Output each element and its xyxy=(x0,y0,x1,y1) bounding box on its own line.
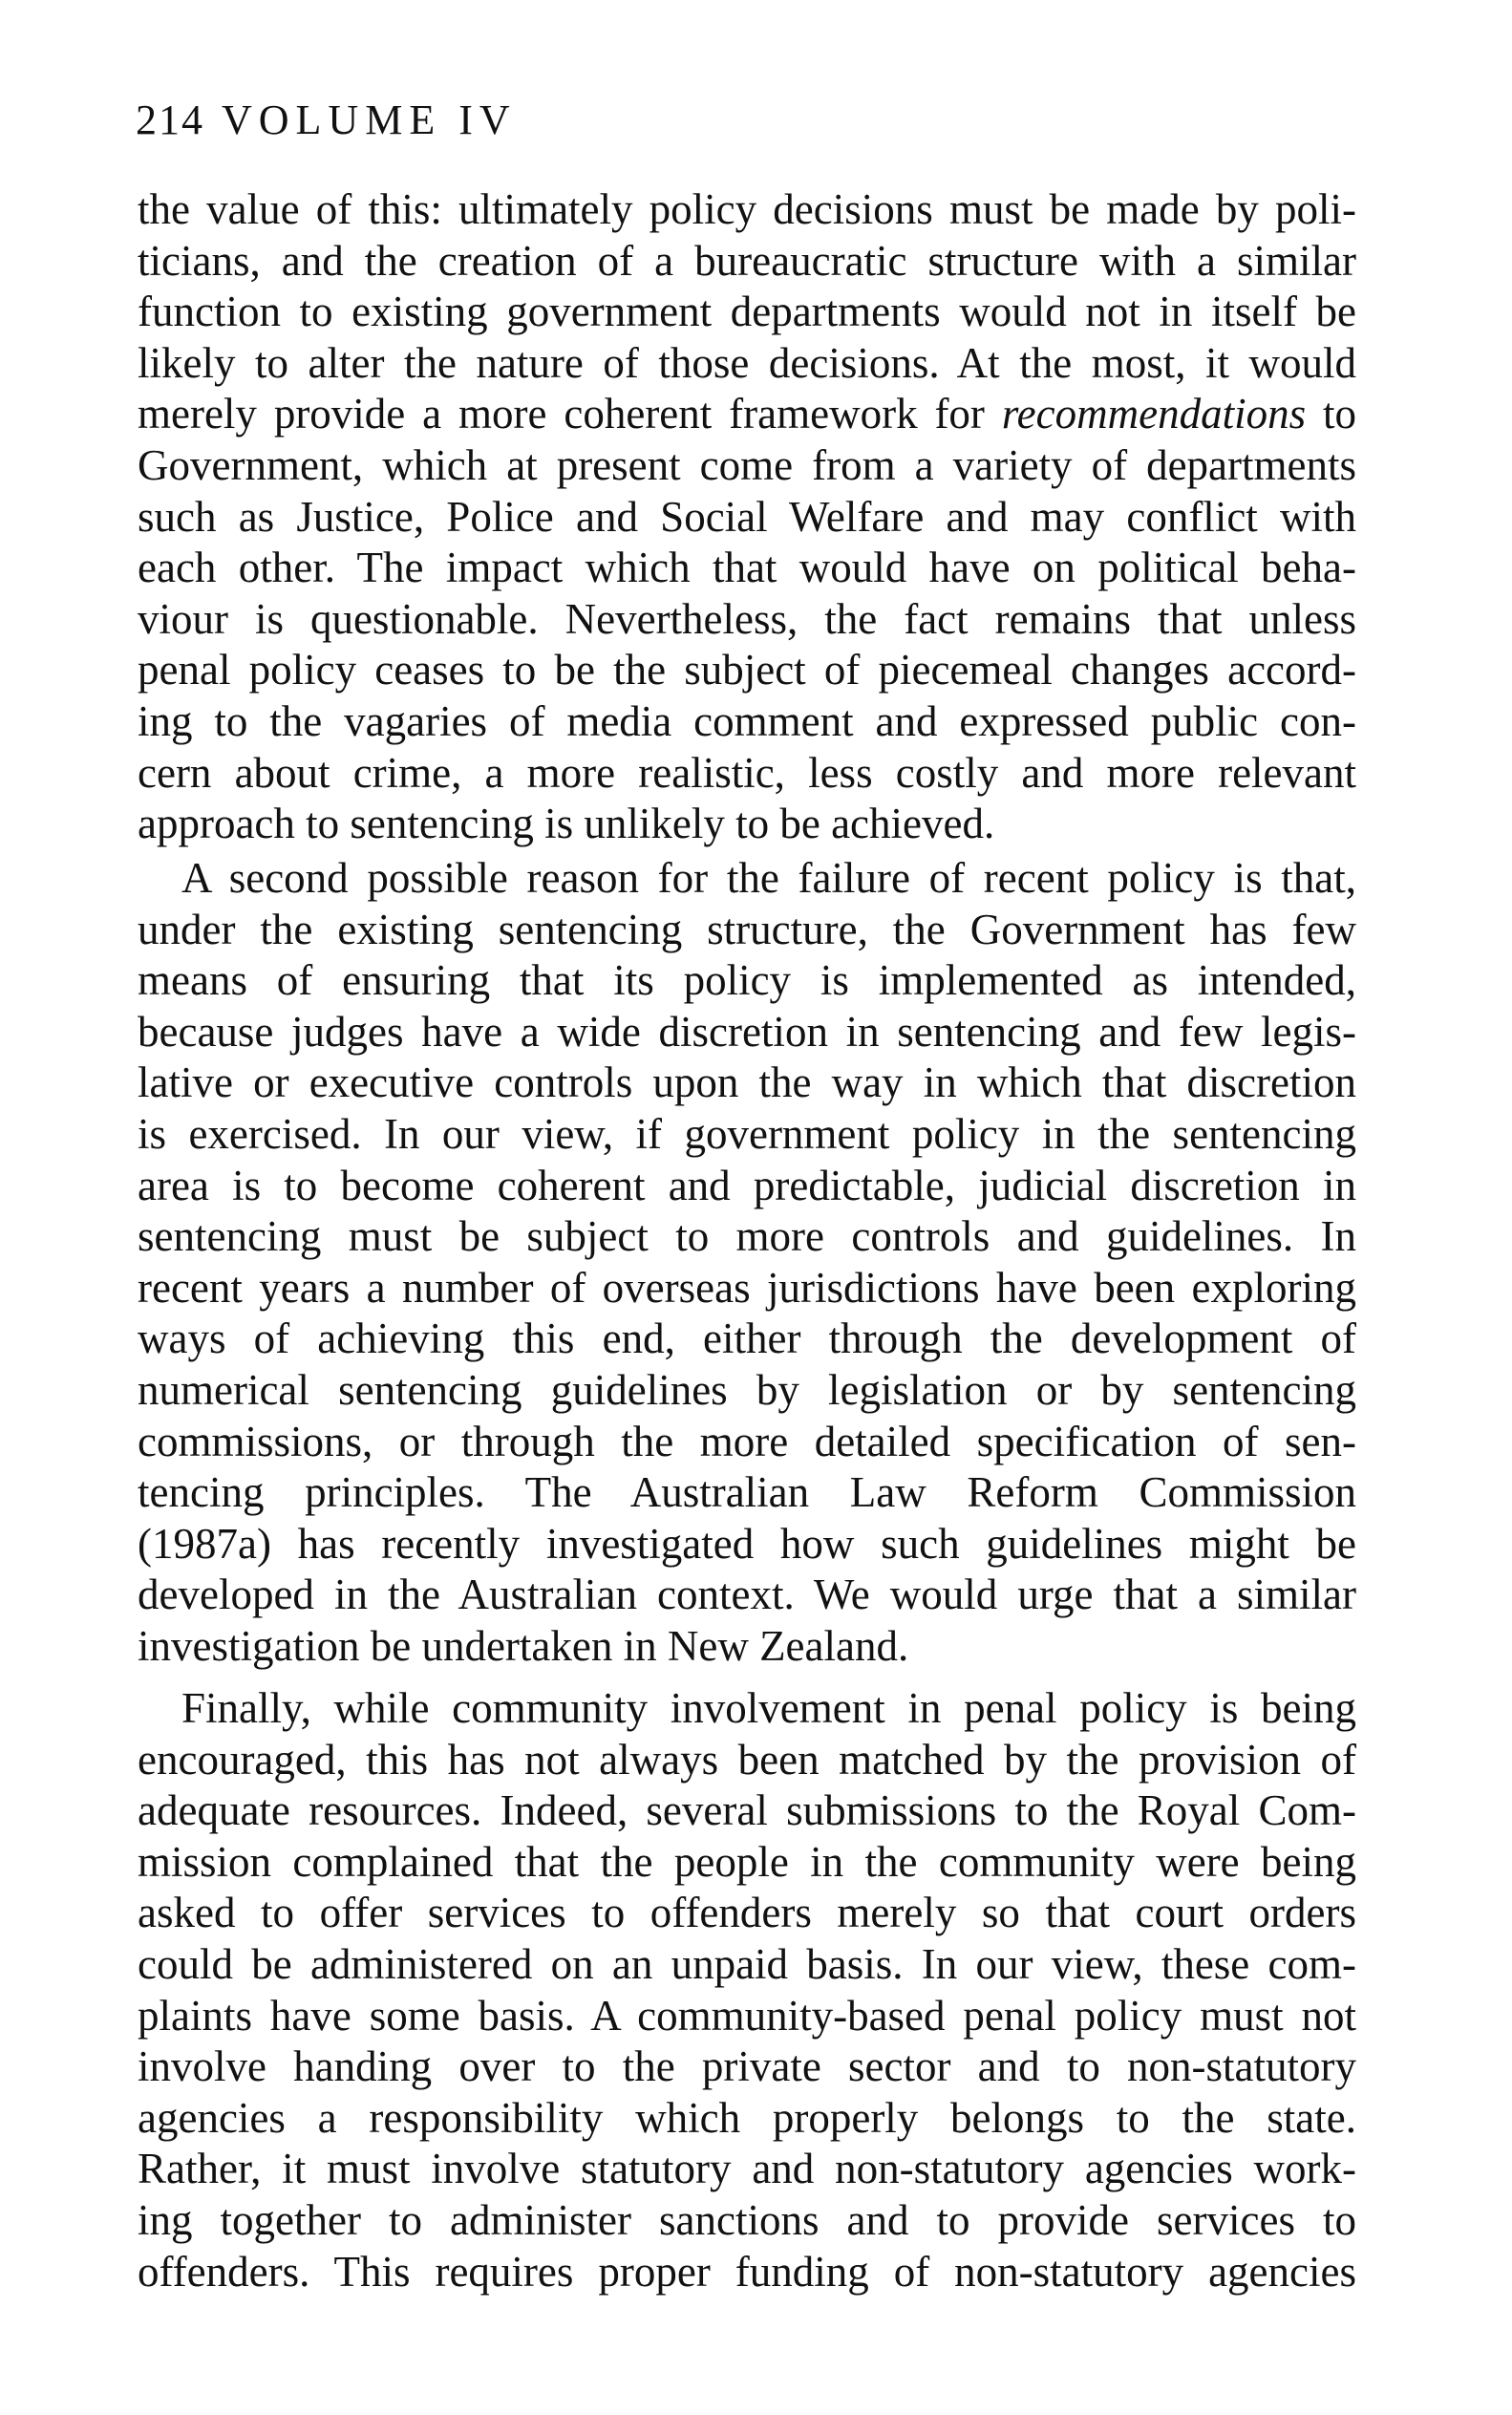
text-line: could be administered on an unpaid basis. In our view, these com- xyxy=(138,1939,1356,1988)
text-line: mission complained that the people in the community were being xyxy=(138,1837,1356,1886)
text-line: A second possible reason for the failure of recent policy is that, xyxy=(181,854,1356,902)
text-line: viour is questionable. Nevertheless, the fact remains that unless xyxy=(138,594,1356,643)
text-line: ing to the vagaries of media comment and expressed public con- xyxy=(138,696,1356,745)
text-line: encouraged, this has not always been matched by the provision of xyxy=(138,1735,1356,1784)
text-line: tencing principles. The Australian Law Reform Commission xyxy=(138,1468,1356,1517)
text-line: likely to alter the nature of those decisions. At the most, it would xyxy=(138,338,1356,387)
text-line: commissions, or through the more detailed specification of sen- xyxy=(138,1417,1356,1465)
text-line: developed in the Australian context. We would urge that a similar xyxy=(138,1571,1356,1619)
text-line: numerical sentencing guidelines by legislation or by sentencing xyxy=(138,1365,1356,1414)
text-line: recent years a number of overseas jurisdictions have been exploring xyxy=(138,1263,1356,1312)
text-line: means of ensuring that its policy is implemented as intended, xyxy=(138,956,1356,1005)
text-line: ways of achieving this end, either through the development of xyxy=(138,1314,1356,1363)
body-paragraph xyxy=(138,1683,1356,2297)
text-line: each other. The impact which that would have on political beha- xyxy=(138,544,1356,592)
body-paragraph xyxy=(138,853,1356,1673)
text-line: penal policy ceases to be the subject of piecemeal changes accord- xyxy=(138,646,1356,695)
text-line: is exercised. In our view, if government policy in the sentencing xyxy=(138,1109,1356,1158)
text-line: asked to offer services to offenders merely so that court orders xyxy=(138,1889,1356,1937)
text-line: adequate resources. Indeed, several submissions to the Royal Com- xyxy=(138,1786,1356,1835)
text-line: such as Justice, Police and Social Welfare and may conflict with xyxy=(138,492,1356,541)
text-line: function to existing government departments would not in itself be xyxy=(138,288,1356,336)
text-line: area is to become coherent and predictable, judicial discretion in xyxy=(138,1161,1356,1209)
text-line: under the existing sentencing structure, the Government has few xyxy=(138,905,1356,953)
text-line: lative or executive controls upon the way in which that discretion xyxy=(138,1058,1356,1107)
text-line: sentencing must be subject to more controls and guidelines. In xyxy=(138,1212,1356,1261)
text-line: ticians, and the creation of a bureaucratic structure with a similar xyxy=(138,236,1356,285)
text-line: ing together to administer sanctions and to provide services to xyxy=(138,2195,1356,2244)
running-head xyxy=(136,94,517,147)
text-line: plaints have some basis. A community-based penal policy must not xyxy=(138,1991,1356,2040)
text-line: merely provide a more coherent framework for recommendations to xyxy=(138,390,1356,438)
text-line: Government, which at present come from a variety of departments xyxy=(138,440,1356,489)
page-number: 214 xyxy=(136,96,204,143)
text-line: involve handing over to the private sector and to non-statutory xyxy=(138,2042,1356,2091)
text-line: agencies a responsibility which properly belongs to the state. xyxy=(138,2093,1356,2142)
body-paragraph xyxy=(138,184,1356,850)
text-line: offenders. This requires proper funding of non-statutory agencies xyxy=(138,2247,1356,2296)
text-line: the value of this: ultimately policy decisions must be made by poli- xyxy=(138,185,1356,233)
text-line: (1987a) has recently investigated how such guidelines might be xyxy=(138,1519,1356,1568)
volume-title: VOLUME IV xyxy=(222,96,517,143)
text-line: Finally, while community involvement in penal policy is being xyxy=(181,1684,1356,1732)
text-line: cern about crime, a more realistic, less costly and more relevant xyxy=(138,748,1356,797)
text-line: because judges have a wide discretion in sentencing and few legis- xyxy=(138,1007,1356,1056)
text-line: approach to sentencing is unlikely to be achieved. xyxy=(138,800,995,848)
text-line: Rather, it must involve statutory and non-statutory agencies work- xyxy=(138,2145,1356,2193)
text-line: investigation be undertaken in New Zealand. xyxy=(138,1621,909,1670)
